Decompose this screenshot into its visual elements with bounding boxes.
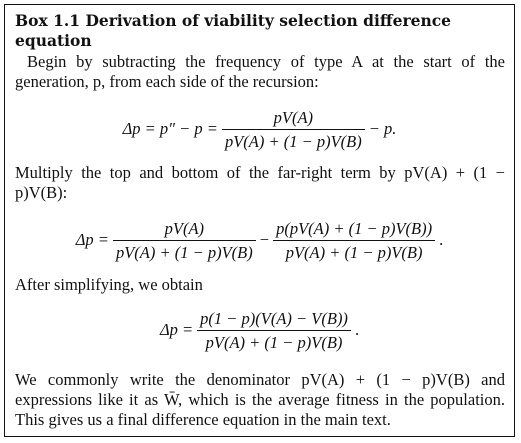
equation-1-fraction <box>222 108 365 151</box>
equation-expanded <box>4 217 515 263</box>
equation-3-tail: . <box>354 320 360 339</box>
paragraph-conclusion: We commonly write the denominator pV(A) + (1 − p)V(B) and expressions like it as W̄, which is the average fitness in the population. This gives us a final difference equation in the main text. <box>15 370 505 429</box>
equation-3-denominator: pV(A) + (1 − p)V(B) <box>205 332 343 352</box>
box-title <box>15 11 505 51</box>
equation-1-tail: − p. <box>368 119 397 138</box>
equation-2-denominator-1: pV(A) + (1 − p)V(B) <box>115 242 253 262</box>
equation-3-numerator: p(1 − p)(V(A) − V(B)) <box>200 308 348 328</box>
equation-3-fraction <box>197 309 351 352</box>
equation-2-tail: . <box>439 230 444 249</box>
equation-2-denominator-2: pV(A) + (1 − p)V(B) <box>285 242 423 262</box>
equation-1-numerator: pV(A) <box>273 107 314 127</box>
paragraph-multiply: Multiply the top and bottom of the far-right term by pV(A) + (1 − p)V(B): <box>15 163 505 202</box>
box-title-line-1: Box 1.1 Derivation of viability selection difference <box>15 11 452 30</box>
equation-recursion <box>4 106 515 152</box>
equation-2-numerator-1: pV(A) <box>164 218 205 238</box>
equation-2-fraction-2 <box>273 219 435 262</box>
paragraph-intro: Begin by subtracting the frequency of type A at the start of the generation, p, from each side of the recursion: <box>15 52 505 91</box>
equation-2-minus: − <box>259 230 270 249</box>
equation-simplified <box>4 306 515 354</box>
equation-1-lhs: Δp = p″ − p = <box>122 119 218 138</box>
equation-1-denominator: pV(A) + (1 − p)V(B) <box>224 131 362 151</box>
equation-3-lhs: Δp = <box>159 320 194 339</box>
equation-2-numerator-2: p(pV(A) + (1 − p)V(B)) <box>276 218 433 238</box>
paragraph-simplify: After simplifying, we obtain <box>15 275 203 294</box>
box-title-line-2: equation <box>15 31 92 50</box>
equation-2-fraction-1 <box>113 219 256 262</box>
equation-2-lhs: Δp = <box>75 230 109 249</box>
